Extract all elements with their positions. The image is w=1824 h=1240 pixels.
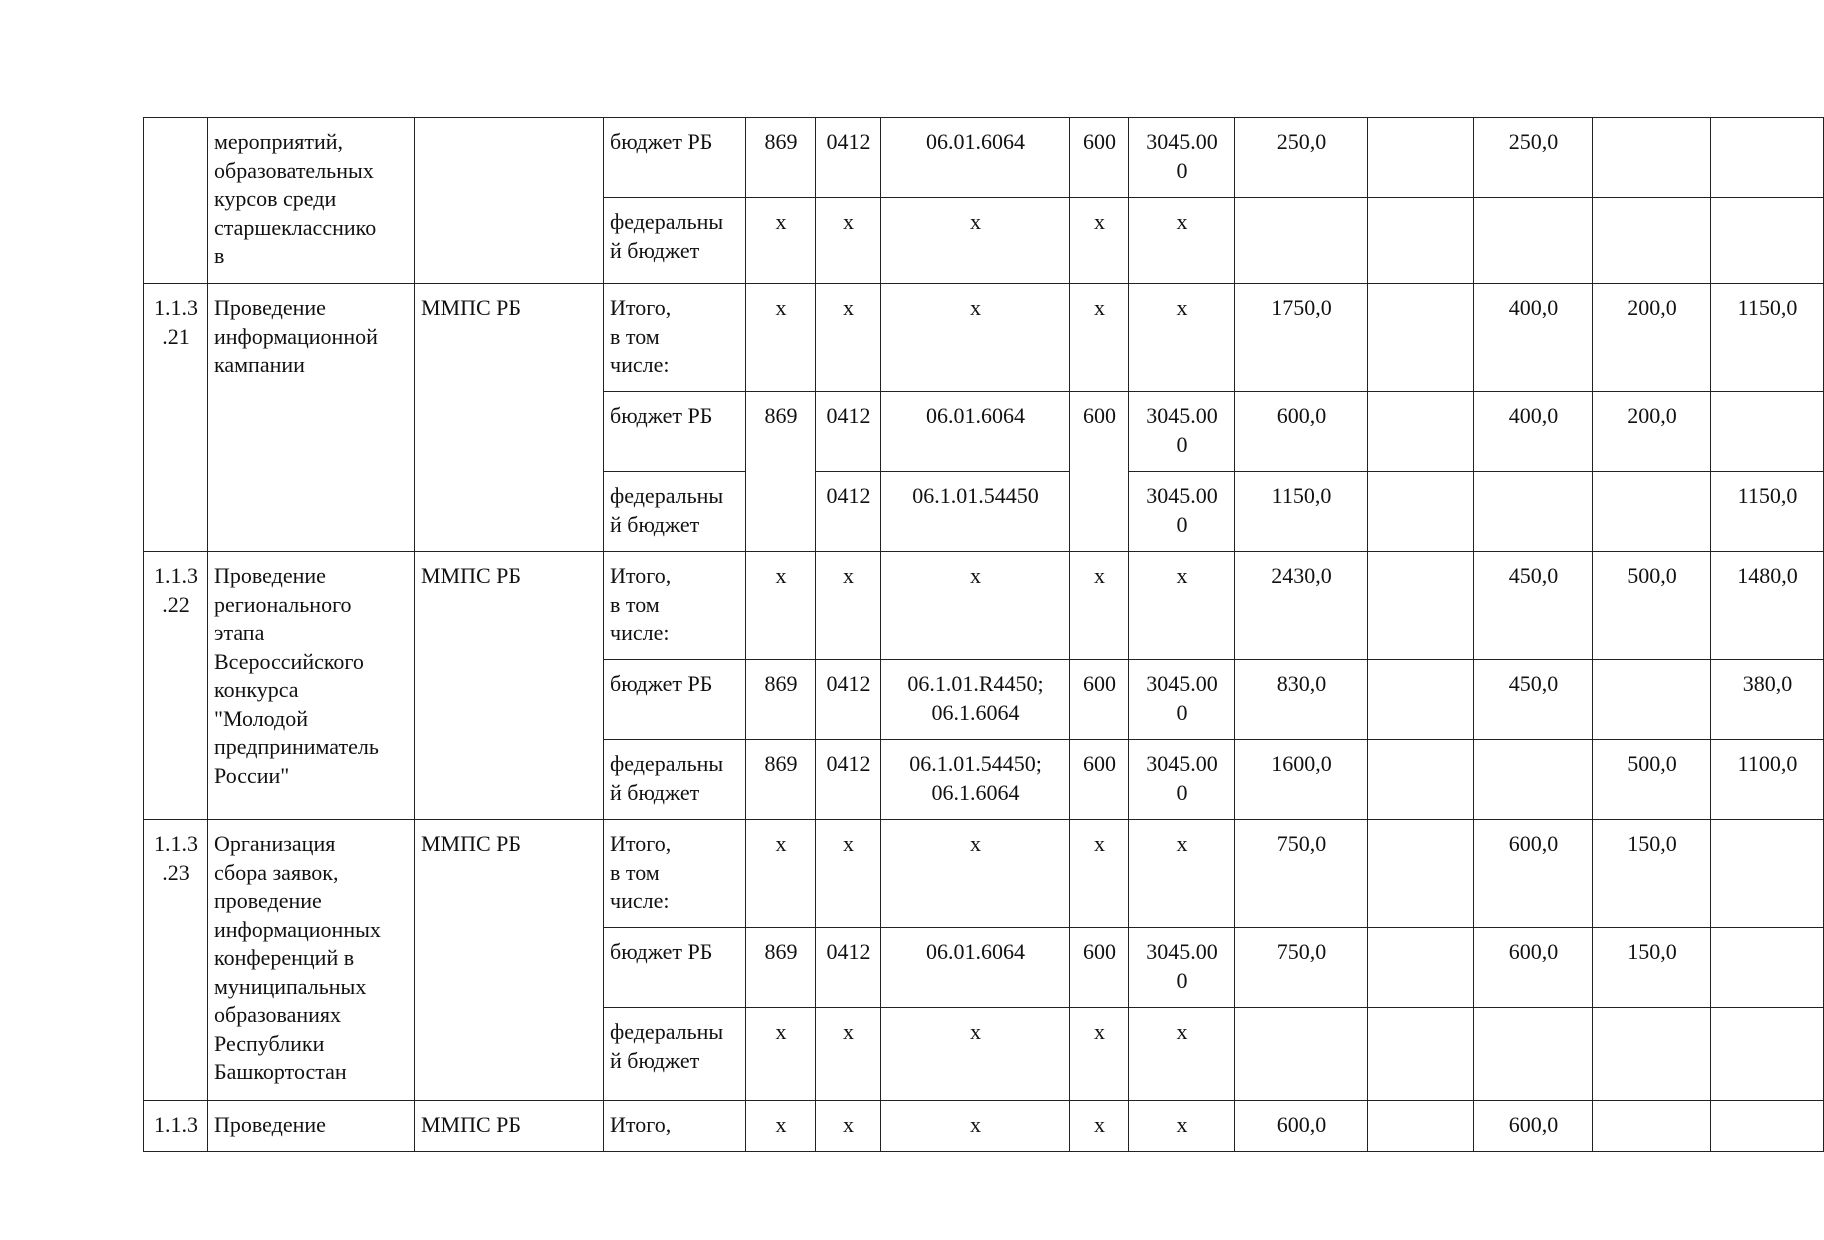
total-cell: 2430,0	[1235, 552, 1368, 660]
year1-cell	[1368, 740, 1474, 820]
vr-cell: 600	[1070, 118, 1129, 198]
year3-cell: 150,0	[1593, 820, 1711, 928]
kosgu-cell: 3045.00 0	[1129, 928, 1235, 1008]
total-cell: 750,0	[1235, 820, 1368, 928]
year3-cell: 200,0	[1593, 392, 1711, 472]
rzpr-cell: 0412	[816, 928, 881, 1008]
csr-cell: х	[881, 1101, 1070, 1152]
year1-cell	[1368, 392, 1474, 472]
year1-cell	[1368, 118, 1474, 198]
kosgu-cell: х	[1129, 1101, 1235, 1152]
grbs-cell: х	[746, 1008, 816, 1101]
year2-cell	[1474, 198, 1593, 284]
executor-cell: ММПС РБ	[415, 552, 604, 820]
funding-source-cell: Итого, в том числе:	[604, 820, 746, 928]
csr-cell: х	[881, 820, 1070, 928]
year3-cell: 500,0	[1593, 740, 1711, 820]
table-row	[144, 552, 1824, 660]
funding-source-cell: федеральны й бюджет	[604, 740, 746, 820]
funding-source-cell: федеральны й бюджет	[604, 472, 746, 552]
rzpr-cell: х	[816, 198, 881, 284]
year2-cell: 600,0	[1474, 928, 1593, 1008]
table-row	[144, 118, 1824, 198]
kosgu-cell: 3045.00 0	[1129, 660, 1235, 740]
csr-cell: 06.1.01.54450	[881, 472, 1070, 552]
activity-name-cell: Проведение регионального этапа Всероссийского конкурса "Молодой предприниматель России"	[208, 552, 415, 820]
vr-cell: х	[1070, 552, 1129, 660]
rzpr-cell: 0412	[816, 472, 881, 552]
activity-name-cell: Проведение	[208, 1101, 415, 1152]
total-cell	[1235, 198, 1368, 284]
rzpr-cell: х	[816, 1101, 881, 1152]
total-cell: 830,0	[1235, 660, 1368, 740]
year2-cell	[1474, 472, 1593, 552]
year3-cell	[1593, 198, 1711, 284]
csr-cell: х	[881, 552, 1070, 660]
year2-cell: 450,0	[1474, 552, 1593, 660]
funding-source-cell: Итого,	[604, 1101, 746, 1152]
year1-cell	[1368, 1101, 1474, 1152]
row-number-cell: 1.1.3 .23	[144, 820, 208, 1101]
total-cell: 1750,0	[1235, 284, 1368, 392]
funding-source-cell: Итого, в том числе:	[604, 284, 746, 392]
table-row	[144, 1101, 1824, 1152]
row-number-cell: 1.1.3 .21	[144, 284, 208, 552]
vr-cell: х	[1070, 820, 1129, 928]
total-cell	[1235, 1008, 1368, 1101]
year4-cell	[1711, 1008, 1824, 1101]
rzpr-cell: 0412	[816, 740, 881, 820]
year2-cell: 450,0	[1474, 660, 1593, 740]
grbs-cell: 869	[746, 392, 816, 552]
year4-cell: 380,0	[1711, 660, 1824, 740]
table-row	[144, 820, 1824, 928]
grbs-cell: х	[746, 284, 816, 392]
row-number-cell: 1.1.3 .22	[144, 552, 208, 820]
grbs-cell: х	[746, 820, 816, 928]
rzpr-cell: х	[816, 284, 881, 392]
vr-cell: х	[1070, 1008, 1129, 1101]
year3-cell	[1593, 472, 1711, 552]
year2-cell: 400,0	[1474, 392, 1593, 472]
vr-cell: х	[1070, 284, 1129, 392]
row-number-cell: 1.1.3	[144, 1101, 208, 1152]
year1-cell	[1368, 928, 1474, 1008]
funding-source-cell: федеральны й бюджет	[604, 198, 746, 284]
year1-cell	[1368, 198, 1474, 284]
grbs-cell: х	[746, 198, 816, 284]
vr-cell: 600	[1070, 392, 1129, 552]
rzpr-cell: 0412	[816, 118, 881, 198]
rzpr-cell: х	[816, 1008, 881, 1101]
year4-cell	[1711, 928, 1824, 1008]
executor-cell: ММПС РБ	[415, 1101, 604, 1152]
executor-cell: ММПС РБ	[415, 284, 604, 552]
activity-name-cell: Организация сбора заявок, проведение информационных конференций в муниципальных образованиях Республики Башкортостан	[208, 820, 415, 1101]
year3-cell	[1593, 118, 1711, 198]
executor-cell	[415, 118, 604, 284]
csr-cell: 06.01.6064	[881, 392, 1070, 472]
csr-cell: х	[881, 198, 1070, 284]
year2-cell: 600,0	[1474, 820, 1593, 928]
row-number-cell	[144, 118, 208, 284]
csr-cell: 06.01.6064	[881, 118, 1070, 198]
year3-cell	[1593, 1101, 1711, 1152]
kosgu-cell: х	[1129, 198, 1235, 284]
grbs-cell: 869	[746, 928, 816, 1008]
kosgu-cell: х	[1129, 552, 1235, 660]
total-cell: 600,0	[1235, 392, 1368, 472]
year4-cell	[1711, 118, 1824, 198]
grbs-cell: 869	[746, 118, 816, 198]
year3-cell	[1593, 660, 1711, 740]
year4-cell	[1711, 820, 1824, 928]
grbs-cell: х	[746, 1101, 816, 1152]
funding-source-cell: бюджет РБ	[604, 118, 746, 198]
csr-cell: х	[881, 284, 1070, 392]
year1-cell	[1368, 284, 1474, 392]
csr-cell: 06.1.01.R4450; 06.1.6064	[881, 660, 1070, 740]
grbs-cell: 869	[746, 660, 816, 740]
csr-cell: х	[881, 1008, 1070, 1101]
year2-cell: 400,0	[1474, 284, 1593, 392]
rzpr-cell: х	[816, 820, 881, 928]
year4-cell: 1480,0	[1711, 552, 1824, 660]
funding-source-cell: бюджет РБ	[604, 392, 746, 472]
year2-cell: 600,0	[1474, 1101, 1593, 1152]
rzpr-cell: 0412	[816, 660, 881, 740]
year1-cell	[1368, 1008, 1474, 1101]
funding-source-cell: Итого, в том числе:	[604, 552, 746, 660]
table-row	[144, 284, 1824, 392]
total-cell: 1600,0	[1235, 740, 1368, 820]
vr-cell: 600	[1070, 660, 1129, 740]
vr-cell: 600	[1070, 740, 1129, 820]
year1-cell	[1368, 820, 1474, 928]
vr-cell: х	[1070, 1101, 1129, 1152]
executor-cell: ММПС РБ	[415, 820, 604, 1101]
kosgu-cell: х	[1129, 284, 1235, 392]
kosgu-cell: 3045.00 0	[1129, 392, 1235, 472]
year3-cell	[1593, 1008, 1711, 1101]
total-cell: 600,0	[1235, 1101, 1368, 1152]
kosgu-cell: х	[1129, 820, 1235, 928]
activity-name-cell: Проведение информационной кампании	[208, 284, 415, 552]
year4-cell: 1150,0	[1711, 284, 1824, 392]
grbs-cell: х	[746, 552, 816, 660]
grbs-cell: 869	[746, 740, 816, 820]
year4-cell: 1150,0	[1711, 472, 1824, 552]
kosgu-cell: 3045.00 0	[1129, 118, 1235, 198]
year4-cell: 1100,0	[1711, 740, 1824, 820]
year2-cell	[1474, 1008, 1593, 1101]
total-cell: 1150,0	[1235, 472, 1368, 552]
funding-source-cell: бюджет РБ	[604, 660, 746, 740]
year1-cell	[1368, 472, 1474, 552]
year1-cell	[1368, 552, 1474, 660]
year2-cell	[1474, 740, 1593, 820]
year4-cell	[1711, 1101, 1824, 1152]
activity-name-cell: мероприятий, образовательных курсов среди старшекласснико в	[208, 118, 415, 284]
kosgu-cell: 3045.00 0	[1129, 472, 1235, 552]
year1-cell	[1368, 660, 1474, 740]
vr-cell: х	[1070, 198, 1129, 284]
funding-source-cell: федеральны й бюджет	[604, 1008, 746, 1101]
total-cell: 250,0	[1235, 118, 1368, 198]
rzpr-cell: х	[816, 552, 881, 660]
year3-cell: 150,0	[1593, 928, 1711, 1008]
year4-cell	[1711, 392, 1824, 472]
year3-cell: 500,0	[1593, 552, 1711, 660]
year4-cell	[1711, 198, 1824, 284]
csr-cell: 06.01.6064	[881, 928, 1070, 1008]
kosgu-cell: 3045.00 0	[1129, 740, 1235, 820]
csr-cell: 06.1.01.54450; 06.1.6064	[881, 740, 1070, 820]
total-cell: 750,0	[1235, 928, 1368, 1008]
funding-source-cell: бюджет РБ	[604, 928, 746, 1008]
year2-cell: 250,0	[1474, 118, 1593, 198]
budget-table	[143, 117, 1824, 1152]
vr-cell: 600	[1070, 928, 1129, 1008]
year3-cell: 200,0	[1593, 284, 1711, 392]
rzpr-cell: 0412	[816, 392, 881, 472]
kosgu-cell: х	[1129, 1008, 1235, 1101]
